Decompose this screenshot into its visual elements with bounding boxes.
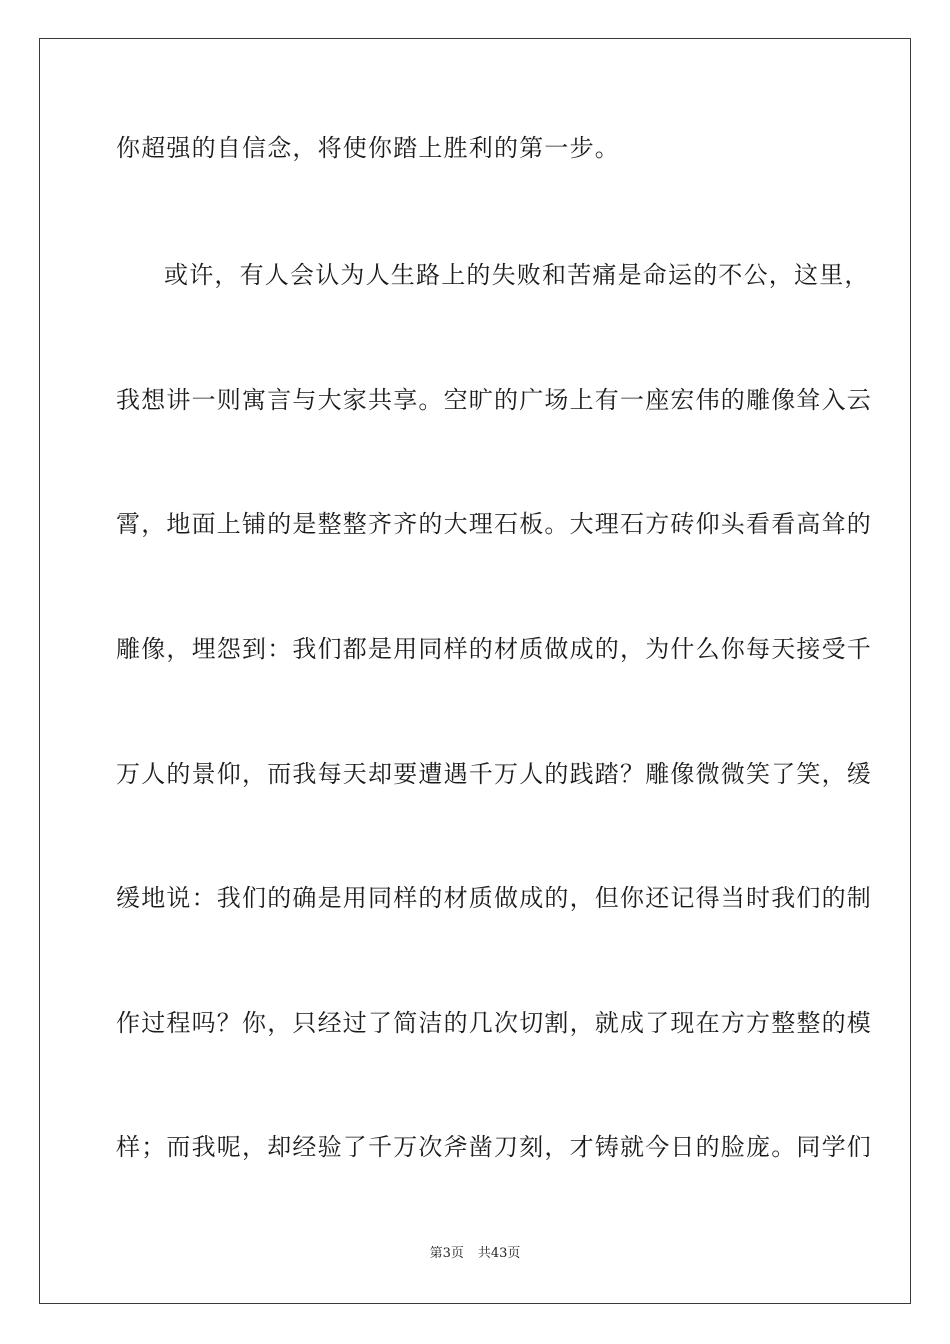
- text-line-1: 你超强的自信念，将使你踏上胜利的第一步。: [116, 134, 620, 162]
- text-line-9: 样；而我呢，却经验了千万次斧凿刀刻，才铸就今日的脸庞。同学们: [116, 1133, 872, 1161]
- total-pages: 共43页: [477, 1246, 521, 1261]
- text-line-3: 我想讲一则寓言与大家共享。空旷的广场上有一座宏伟的雕像耸入云: [116, 386, 872, 414]
- text-line-4: 霄，地面上铺的是整整齐齐的大理石板。大理石方砖仰头看看高耸的: [116, 510, 872, 538]
- text-line-8: 作过程吗？你，只经过了简洁的几次切割，就成了现在方方整整的模: [116, 1009, 872, 1037]
- text-line-7: 缓地说：我们的确是用同样的材质做成的，但你还记得当时我们的制: [116, 884, 872, 912]
- text-line-6: 万人的景仰，而我每天却要遭遇千万人的践踏？雕像微微笑了笑，缓: [116, 760, 872, 788]
- text-line-2: 或许，有人会认为人生路上的失败和苦痛是命运的不公，这里，: [164, 261, 870, 289]
- page-border: [39, 38, 911, 1304]
- page-number: 第3页: [429, 1246, 464, 1261]
- page-footer: [0, 1246, 950, 1262]
- text-line-5: 雕像，埋怨到：我们都是用同样的材质做成的，为什么你每天接受千: [116, 635, 872, 663]
